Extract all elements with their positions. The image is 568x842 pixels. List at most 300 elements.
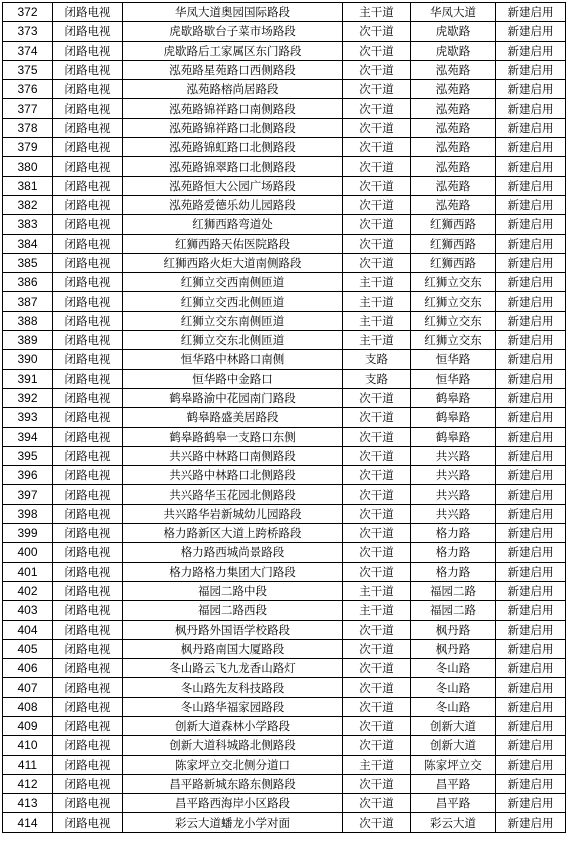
row-number-cell: 386 (3, 273, 53, 292)
road-name-cell: 泓苑路 (411, 176, 496, 195)
location-cell: 红狮西路弯道处 (123, 215, 343, 234)
table-row (3, 292, 566, 311)
table-row (3, 794, 566, 813)
status-cell: 新建启用 (496, 195, 566, 214)
location-cell: 虎歇路歇台子菜市场路段 (123, 22, 343, 41)
road-class-cell: 支路 (343, 350, 411, 369)
location-cell: 虎歇路后工家属区东门路段 (123, 41, 343, 60)
device-type-cell: 闭路电视 (53, 99, 123, 118)
road-name-cell: 共兴路 (411, 446, 496, 465)
road-class-cell: 次干道 (343, 524, 411, 543)
location-cell: 泓苑路爱德乐幼儿园路段 (123, 195, 343, 214)
device-type-cell: 闭路电视 (53, 408, 123, 427)
row-number-cell: 375 (3, 60, 53, 79)
road-name-cell: 创新大道 (411, 716, 496, 735)
device-type-cell: 闭路电视 (53, 215, 123, 234)
road-class-cell: 次干道 (343, 80, 411, 99)
status-cell: 新建启用 (496, 311, 566, 330)
device-type-cell: 闭路电视 (53, 543, 123, 562)
road-name-cell: 红狮西路 (411, 215, 496, 234)
road-name-cell: 格力路 (411, 524, 496, 543)
table-row (3, 80, 566, 99)
status-cell: 新建启用 (496, 678, 566, 697)
table-row (3, 774, 566, 793)
status-cell: 新建启用 (496, 253, 566, 272)
table-row (3, 118, 566, 137)
table-row (3, 99, 566, 118)
row-number-cell: 411 (3, 755, 53, 774)
status-cell: 新建启用 (496, 41, 566, 60)
row-number-cell: 391 (3, 369, 53, 388)
location-cell: 创新大道科城路北侧路段 (123, 736, 343, 755)
location-cell: 红狮立交西北侧匝道 (123, 292, 343, 311)
road-class-cell: 次干道 (343, 466, 411, 485)
row-number-cell: 396 (3, 466, 53, 485)
row-number-cell: 374 (3, 41, 53, 60)
row-number-cell: 382 (3, 195, 53, 214)
table-row (3, 253, 566, 272)
status-cell: 新建启用 (496, 80, 566, 99)
table-row (3, 543, 566, 562)
location-cell: 福园二路中段 (123, 581, 343, 600)
row-number-cell: 412 (3, 774, 53, 793)
road-name-cell: 创新大道 (411, 736, 496, 755)
status-cell: 新建启用 (496, 215, 566, 234)
status-cell: 新建启用 (496, 234, 566, 253)
table-row (3, 485, 566, 504)
road-name-cell: 枫丹路 (411, 620, 496, 639)
table-row (3, 504, 566, 523)
table-body (3, 3, 566, 833)
road-class-cell: 主干道 (343, 311, 411, 330)
table-row (3, 408, 566, 427)
row-number-cell: 408 (3, 697, 53, 716)
device-type-cell: 闭路电视 (53, 60, 123, 79)
status-cell: 新建启用 (496, 601, 566, 620)
row-number-cell: 392 (3, 388, 53, 407)
road-name-cell: 红狮立交东 (411, 331, 496, 350)
status-cell: 新建启用 (496, 639, 566, 658)
location-cell: 泓苑路星苑路口西侧路段 (123, 60, 343, 79)
status-cell: 新建启用 (496, 388, 566, 407)
row-number-cell: 413 (3, 794, 53, 813)
table-row (3, 138, 566, 157)
road-name-cell: 红狮立交东 (411, 311, 496, 330)
road-class-cell: 次干道 (343, 774, 411, 793)
road-class-cell: 次干道 (343, 736, 411, 755)
road-name-cell: 泓苑路 (411, 99, 496, 118)
device-type-cell: 闭路电视 (53, 427, 123, 446)
status-cell: 新建启用 (496, 620, 566, 639)
location-cell: 格力路格力集团大门路段 (123, 562, 343, 581)
status-cell: 新建启用 (496, 581, 566, 600)
row-number-cell: 388 (3, 311, 53, 330)
status-cell: 新建启用 (496, 813, 566, 832)
table-row (3, 176, 566, 195)
device-type-cell: 闭路电视 (53, 331, 123, 350)
device-type-cell: 闭路电视 (53, 466, 123, 485)
road-class-cell: 次干道 (343, 234, 411, 253)
table-row (3, 234, 566, 253)
row-number-cell: 379 (3, 138, 53, 157)
device-type-cell: 闭路电视 (53, 292, 123, 311)
status-cell: 新建启用 (496, 485, 566, 504)
location-cell: 泓苑路恒大公园广场路段 (123, 176, 343, 195)
road-class-cell: 次干道 (343, 562, 411, 581)
road-class-cell: 主干道 (343, 601, 411, 620)
device-type-cell: 闭路电视 (53, 659, 123, 678)
road-name-cell: 共兴路 (411, 485, 496, 504)
location-cell: 冬山路云飞九龙香山路灯 (123, 659, 343, 678)
road-class-cell: 次干道 (343, 446, 411, 465)
road-name-cell: 枫丹路 (411, 639, 496, 658)
status-cell: 新建启用 (496, 273, 566, 292)
status-cell: 新建启用 (496, 138, 566, 157)
location-cell: 冬山路先友科技路段 (123, 678, 343, 697)
location-cell: 枫丹路外国语学校路段 (123, 620, 343, 639)
device-type-cell: 闭路电视 (53, 22, 123, 41)
device-type-cell: 闭路电视 (53, 581, 123, 600)
road-name-cell: 冬山路 (411, 678, 496, 697)
row-number-cell: 384 (3, 234, 53, 253)
location-cell: 红狮立交东北侧匝道 (123, 331, 343, 350)
road-name-cell: 福园二路 (411, 581, 496, 600)
location-cell: 泓苑路榕尚居路段 (123, 80, 343, 99)
road-name-cell: 鹤皋路 (411, 408, 496, 427)
row-number-cell: 404 (3, 620, 53, 639)
device-type-cell: 闭路电视 (53, 485, 123, 504)
row-number-cell: 401 (3, 562, 53, 581)
status-cell: 新建启用 (496, 408, 566, 427)
status-cell: 新建启用 (496, 331, 566, 350)
row-number-cell: 387 (3, 292, 53, 311)
location-cell: 泓苑路锦虹路口北侧路段 (123, 138, 343, 157)
status-cell: 新建启用 (496, 736, 566, 755)
table-row (3, 813, 566, 832)
status-cell: 新建启用 (496, 427, 566, 446)
device-type-cell: 闭路电视 (53, 195, 123, 214)
location-cell: 红狮立交西南侧匝道 (123, 273, 343, 292)
device-type-cell: 闭路电视 (53, 118, 123, 137)
table-row (3, 524, 566, 543)
location-cell: 彩云大道蟠龙小学对面 (123, 813, 343, 832)
table-row (3, 3, 566, 22)
road-name-cell: 恒华路 (411, 350, 496, 369)
device-type-cell: 闭路电视 (53, 620, 123, 639)
road-name-cell: 鹤皋路 (411, 427, 496, 446)
road-name-cell: 泓苑路 (411, 138, 496, 157)
status-cell: 新建启用 (496, 659, 566, 678)
road-class-cell: 次干道 (343, 620, 411, 639)
device-type-cell: 闭路电视 (53, 716, 123, 735)
road-class-cell: 次干道 (343, 408, 411, 427)
row-number-cell: 398 (3, 504, 53, 523)
road-name-cell: 红狮西路 (411, 253, 496, 272)
table-row (3, 581, 566, 600)
road-class-cell: 次干道 (343, 176, 411, 195)
location-cell: 冬山路华福家园路段 (123, 697, 343, 716)
row-number-cell: 410 (3, 736, 53, 755)
road-class-cell: 次干道 (343, 504, 411, 523)
road-class-cell: 主干道 (343, 755, 411, 774)
row-number-cell: 393 (3, 408, 53, 427)
table-row (3, 215, 566, 234)
row-number-cell: 403 (3, 601, 53, 620)
table-row (3, 60, 566, 79)
road-name-cell: 泓苑路 (411, 195, 496, 214)
road-class-cell: 次干道 (343, 678, 411, 697)
road-class-cell: 次干道 (343, 639, 411, 658)
row-number-cell: 383 (3, 215, 53, 234)
location-cell: 昌平路西海岸小区路段 (123, 794, 343, 813)
row-number-cell: 402 (3, 581, 53, 600)
row-number-cell: 400 (3, 543, 53, 562)
road-class-cell: 次干道 (343, 427, 411, 446)
road-name-cell: 格力路 (411, 543, 496, 562)
road-class-cell: 次干道 (343, 60, 411, 79)
location-cell: 陈家坪立交北侧分道口 (123, 755, 343, 774)
road-name-cell: 鹤皋路 (411, 388, 496, 407)
road-class-cell: 次干道 (343, 813, 411, 832)
device-type-cell: 闭路电视 (53, 388, 123, 407)
device-type-cell: 闭路电视 (53, 176, 123, 195)
table-row (3, 736, 566, 755)
device-type-cell: 闭路电视 (53, 234, 123, 253)
row-number-cell: 399 (3, 524, 53, 543)
road-class-cell: 次干道 (343, 195, 411, 214)
row-number-cell: 385 (3, 253, 53, 272)
road-name-cell: 昌平路 (411, 794, 496, 813)
camera-list-table (2, 2, 566, 833)
status-cell: 新建启用 (496, 524, 566, 543)
road-name-cell: 虎歇路 (411, 41, 496, 60)
device-type-cell: 闭路电视 (53, 369, 123, 388)
road-name-cell: 泓苑路 (411, 60, 496, 79)
road-class-cell: 次干道 (343, 543, 411, 562)
row-number-cell: 407 (3, 678, 53, 697)
table-row (3, 466, 566, 485)
road-class-cell: 次干道 (343, 794, 411, 813)
row-number-cell: 394 (3, 427, 53, 446)
road-class-cell: 次干道 (343, 716, 411, 735)
location-cell: 恒华路中金路口 (123, 369, 343, 388)
road-name-cell: 红狮西路 (411, 234, 496, 253)
table-row (3, 639, 566, 658)
road-class-cell: 次干道 (343, 157, 411, 176)
table-row (3, 446, 566, 465)
device-type-cell: 闭路电视 (53, 138, 123, 157)
row-number-cell: 390 (3, 350, 53, 369)
device-type-cell: 闭路电视 (53, 524, 123, 543)
road-class-cell: 主干道 (343, 331, 411, 350)
row-number-cell: 389 (3, 331, 53, 350)
status-cell: 新建启用 (496, 292, 566, 311)
location-cell: 红狮西路火炬大道南侧路段 (123, 253, 343, 272)
table-row (3, 350, 566, 369)
status-cell: 新建启用 (496, 176, 566, 195)
road-name-cell: 福园二路 (411, 601, 496, 620)
table-row (3, 601, 566, 620)
location-cell: 华凤大道奥园国际路段 (123, 3, 343, 22)
status-cell: 新建启用 (496, 3, 566, 22)
device-type-cell: 闭路电视 (53, 273, 123, 292)
road-name-cell: 华凤大道 (411, 3, 496, 22)
road-name-cell: 红狮立交东 (411, 292, 496, 311)
location-cell: 红狮立交东南侧匝道 (123, 311, 343, 330)
table-row (3, 755, 566, 774)
device-type-cell: 闭路电视 (53, 253, 123, 272)
device-type-cell: 闭路电视 (53, 157, 123, 176)
road-class-cell: 次干道 (343, 22, 411, 41)
row-number-cell: 414 (3, 813, 53, 832)
road-name-cell: 泓苑路 (411, 118, 496, 137)
table-row (3, 311, 566, 330)
device-type-cell: 闭路电视 (53, 678, 123, 697)
road-class-cell: 次干道 (343, 388, 411, 407)
status-cell: 新建启用 (496, 562, 566, 581)
road-class-cell: 支路 (343, 369, 411, 388)
road-class-cell: 主干道 (343, 581, 411, 600)
row-number-cell: 372 (3, 3, 53, 22)
status-cell: 新建启用 (496, 716, 566, 735)
status-cell: 新建启用 (496, 118, 566, 137)
device-type-cell: 闭路电视 (53, 755, 123, 774)
road-class-cell: 次干道 (343, 253, 411, 272)
device-type-cell: 闭路电视 (53, 813, 123, 832)
road-class-cell: 次干道 (343, 118, 411, 137)
road-name-cell: 红狮立交东 (411, 273, 496, 292)
device-type-cell: 闭路电视 (53, 504, 123, 523)
device-type-cell: 闭路电视 (53, 41, 123, 60)
device-type-cell: 闭路电视 (53, 80, 123, 99)
road-class-cell: 次干道 (343, 138, 411, 157)
status-cell: 新建启用 (496, 157, 566, 176)
table-row (3, 697, 566, 716)
status-cell: 新建启用 (496, 22, 566, 41)
status-cell: 新建启用 (496, 697, 566, 716)
row-number-cell: 377 (3, 99, 53, 118)
table-row (3, 195, 566, 214)
location-cell: 泓苑路锦翠路口北侧路段 (123, 157, 343, 176)
row-number-cell: 405 (3, 639, 53, 658)
location-cell: 鹤皋路盛美居路段 (123, 408, 343, 427)
location-cell: 枫丹路南国大厦路段 (123, 639, 343, 658)
road-name-cell: 恒华路 (411, 369, 496, 388)
row-number-cell: 378 (3, 118, 53, 137)
road-class-cell: 次干道 (343, 659, 411, 678)
status-cell: 新建启用 (496, 60, 566, 79)
road-name-cell: 共兴路 (411, 504, 496, 523)
row-number-cell: 397 (3, 485, 53, 504)
device-type-cell: 闭路电视 (53, 3, 123, 22)
table-row (3, 369, 566, 388)
location-cell: 共兴路中林路口北侧路段 (123, 466, 343, 485)
row-number-cell: 406 (3, 659, 53, 678)
road-name-cell: 陈家坪立交 (411, 755, 496, 774)
location-cell: 泓苑路锦祥路口北侧路段 (123, 118, 343, 137)
table-row (3, 427, 566, 446)
table-row (3, 659, 566, 678)
location-cell: 创新大道森林小学路段 (123, 716, 343, 735)
road-class-cell: 主干道 (343, 273, 411, 292)
row-number-cell: 376 (3, 80, 53, 99)
device-type-cell: 闭路电视 (53, 774, 123, 793)
location-cell: 恒华路中林路口南侧 (123, 350, 343, 369)
device-type-cell: 闭路电视 (53, 736, 123, 755)
device-type-cell: 闭路电视 (53, 697, 123, 716)
table-row (3, 388, 566, 407)
table-row (3, 41, 566, 60)
road-class-cell: 主干道 (343, 292, 411, 311)
road-name-cell: 共兴路 (411, 466, 496, 485)
status-cell: 新建启用 (496, 794, 566, 813)
device-type-cell: 闭路电视 (53, 311, 123, 330)
status-cell: 新建启用 (496, 99, 566, 118)
location-cell: 鹤皋路鹤皋一支路口东侧 (123, 427, 343, 446)
table-row (3, 157, 566, 176)
table-row (3, 716, 566, 735)
road-name-cell: 虎歇路 (411, 22, 496, 41)
row-number-cell: 409 (3, 716, 53, 735)
road-name-cell: 冬山路 (411, 697, 496, 716)
row-number-cell: 380 (3, 157, 53, 176)
road-class-cell: 次干道 (343, 99, 411, 118)
device-type-cell: 闭路电视 (53, 446, 123, 465)
road-class-cell: 主干道 (343, 3, 411, 22)
location-cell: 昌平路新城东路东侧路段 (123, 774, 343, 793)
location-cell: 共兴路中林路口南侧路段 (123, 446, 343, 465)
road-name-cell: 昌平路 (411, 774, 496, 793)
location-cell: 鹤皋路渝中花园南门路段 (123, 388, 343, 407)
status-cell: 新建启用 (496, 543, 566, 562)
location-cell: 共兴路华玉花园北侧路段 (123, 485, 343, 504)
location-cell: 福园二路西段 (123, 601, 343, 620)
device-type-cell: 闭路电视 (53, 639, 123, 658)
road-class-cell: 次干道 (343, 215, 411, 234)
table-row (3, 273, 566, 292)
status-cell: 新建启用 (496, 774, 566, 793)
device-type-cell: 闭路电视 (53, 794, 123, 813)
status-cell: 新建启用 (496, 466, 566, 485)
device-type-cell: 闭路电视 (53, 601, 123, 620)
road-class-cell: 次干道 (343, 41, 411, 60)
status-cell: 新建启用 (496, 755, 566, 774)
device-type-cell: 闭路电视 (53, 562, 123, 581)
road-class-cell: 次干道 (343, 485, 411, 504)
table-row (3, 22, 566, 41)
status-cell: 新建启用 (496, 504, 566, 523)
status-cell: 新建启用 (496, 369, 566, 388)
location-cell: 格力路新区大道上跨桥路段 (123, 524, 343, 543)
row-number-cell: 395 (3, 446, 53, 465)
status-cell: 新建启用 (496, 446, 566, 465)
device-type-cell: 闭路电视 (53, 350, 123, 369)
road-name-cell: 冬山路 (411, 659, 496, 678)
road-class-cell: 次干道 (343, 697, 411, 716)
road-name-cell: 泓苑路 (411, 80, 496, 99)
road-name-cell: 泓苑路 (411, 157, 496, 176)
location-cell: 红狮西路天佑医院路段 (123, 234, 343, 253)
status-cell: 新建启用 (496, 350, 566, 369)
road-name-cell: 彩云大道 (411, 813, 496, 832)
row-number-cell: 381 (3, 176, 53, 195)
location-cell: 格力路西城尚景路段 (123, 543, 343, 562)
row-number-cell: 373 (3, 22, 53, 41)
location-cell: 共兴路华岩新城幼儿园路段 (123, 504, 343, 523)
table-row (3, 678, 566, 697)
location-cell: 泓苑路锦祥路口南侧路段 (123, 99, 343, 118)
table-row (3, 620, 566, 639)
